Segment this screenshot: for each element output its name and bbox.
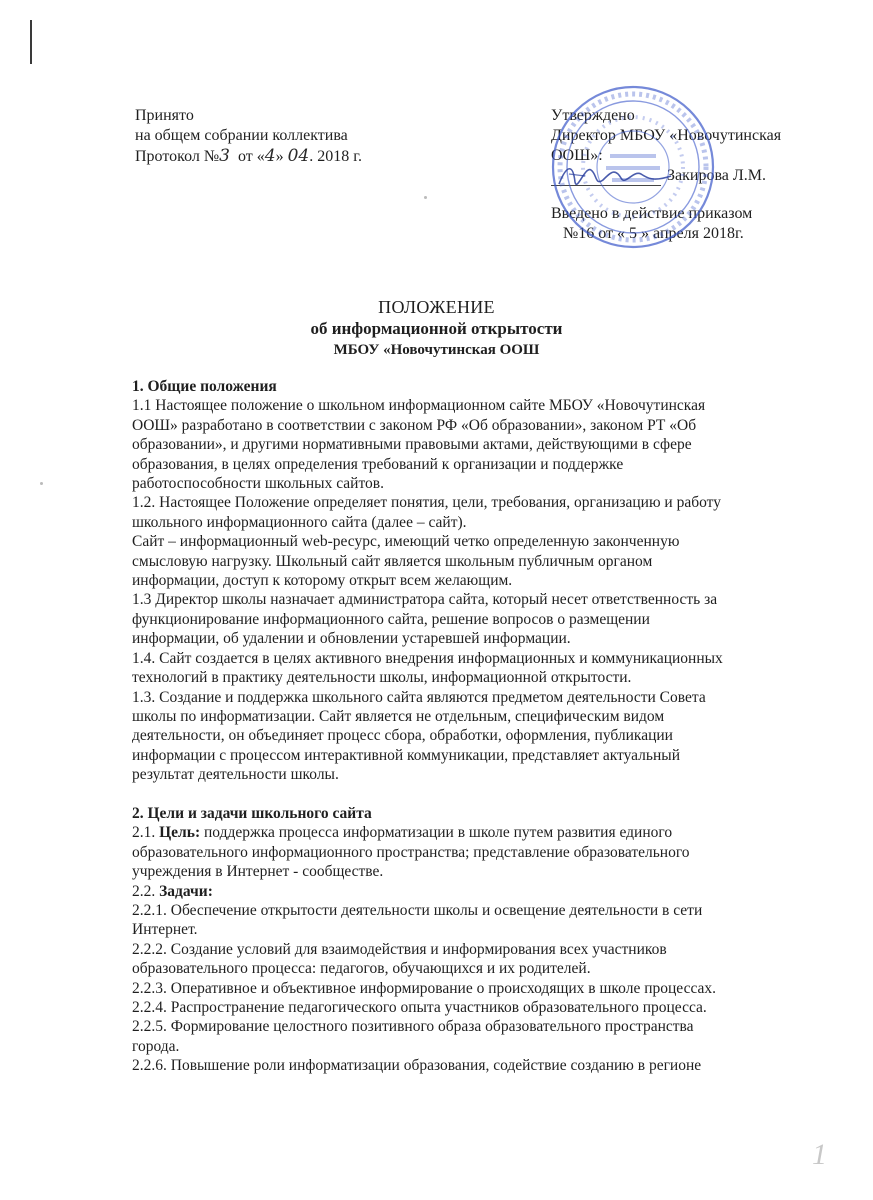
accepted-line2: на общем собрании коллектива (135, 127, 348, 144)
goal-text: поддержка процесса информатизации в школе путем развития единого (200, 824, 673, 842)
protocol-line (135, 146, 435, 167)
protocol-number: 3 (219, 146, 230, 166)
protocol-prefix: Протокол № (135, 148, 220, 165)
goal-prefix: 2.1. (132, 824, 160, 842)
task-line: 2.2.1. Обеспечение открытости деятельности школы и освещение деятельности в сети (132, 901, 703, 919)
task-line: Интернет. (132, 921, 198, 939)
tasks-prefix: 2.2. (132, 882, 160, 900)
title-line1: ПОЛОЖЕНИЕ (378, 297, 495, 317)
tasks-line (132, 882, 818, 901)
tasks-label: Задачи: (159, 882, 213, 900)
date-year: . 2018 г. (309, 148, 362, 165)
goal-continuation: образовательного информационного пространства; представление образовательного (132, 843, 690, 861)
section1-line: 1.4. Сайт создается в целях активного внедрения информационных и коммуникационных (132, 649, 723, 667)
task-line: 2.2.4. Распространение педагогического опыта участников образовательного процесса. (132, 998, 707, 1016)
section1-line: школы по информатизации. Сайт является не отдельным, специфическим видом (132, 707, 665, 725)
section1-line: Сайт – информационный web-ресурс, имеющий четко определенную законченную (132, 533, 680, 551)
signer-name: Закирова Л.М. (667, 167, 766, 184)
title-line3: МБОУ «Новочутинская ООШ (333, 342, 540, 358)
task-line: образовательного процесса: педагогов, обучающихся и их родителей. (132, 960, 591, 978)
approved-line1: Утверждено (551, 107, 635, 124)
section1-line: 1.1 Настоящее положение о школьном информационном сайте МБОУ «Новочутинская (132, 397, 706, 415)
section1-line: работоспособности школьных сайтов. (132, 475, 384, 493)
approved-line3: ООШ»: (551, 147, 603, 164)
section1-line: информации, об удалении и обновлении устаревшей информации. (132, 630, 571, 648)
section1-line: 1.3 Директор школы назначает администратора сайта, который несет ответственность за (132, 591, 718, 609)
task-line: 2.2.3. Оперативное и объективное информирование о происходящих в школе процессах. (132, 979, 717, 997)
date-month: 04 (287, 146, 310, 166)
section1-line: функционирование информационного сайта, решение вопросов о размещении (132, 610, 650, 628)
section1-heading: 1. Общие положения (132, 378, 277, 395)
document-body (132, 377, 818, 1076)
section1-line: информации, доступ к которому открыт всем желающим. (132, 572, 513, 590)
section1-line: результат деятельности школы. (132, 766, 339, 784)
approved-line6: №16 от « 5 » апреля 2018г. (563, 225, 744, 242)
section1-line: деятельности, он объединяет процесс сбора, обработки, оформления, публикации (132, 727, 673, 745)
task-line: 2.2.2. Создание условий для взаимодействия и информирования всех участников (132, 940, 667, 958)
signature-underline (551, 169, 661, 186)
scan-speck (40, 482, 43, 485)
section1-line: 1.3. Создание и поддержка школьного сайта являются предметом деятельности Совета (132, 688, 706, 706)
goal-line (132, 823, 818, 842)
section1-line: ООШ» разработано в соответствии с законом РФ «Об образовании», законом РТ «Об (132, 416, 697, 434)
section1-line: образовании», и другими нормативными правовыми актами, действующими в сфере (132, 436, 692, 454)
accepted-line1: Принято (135, 107, 194, 124)
signature-line (551, 166, 841, 186)
title-line2: об информационной открытости (310, 319, 563, 338)
task-line: города. (132, 1037, 180, 1055)
date-close: » (275, 148, 284, 165)
document-title (0, 296, 873, 360)
accepted-block (135, 106, 435, 167)
goal-label: Цель: (159, 824, 201, 842)
approved-block (551, 106, 841, 244)
page-number: 1 (812, 1138, 827, 1171)
scan-speck (424, 196, 427, 199)
task-line: 2.2.6. Повышение роли информатизации образования, содействие созданию в регионе (132, 1057, 702, 1075)
approved-line2: Директор МБОУ «Новочутинская (551, 127, 782, 144)
goal-continuation: учреждения в Интернет - сообществе. (132, 863, 384, 881)
section1-line: образования, в целях определения требований к организации и поддержке (132, 455, 624, 473)
section1-line: технологий в практику деятельности школы, информационной открытости. (132, 669, 632, 687)
section1-text (132, 396, 818, 784)
section2-heading: 2. Цели и задачи школьного сайта (132, 804, 372, 822)
date-day: 4 (264, 146, 276, 166)
task-line: 2.2.5. Формирование целостного позитивного образа образовательного пространства (132, 1018, 694, 1036)
section1-line: школьного информационного сайта (далее – сайт). (132, 513, 467, 531)
approved-line5: Введено в действие приказом (551, 205, 753, 222)
section1-line: смысловую нагрузку. Школьный сайт является школьным публичным органом (132, 552, 653, 570)
section1-line: 1.2. Настоящее Положение определяет понятия, цели, требования, организацию и работу (132, 494, 721, 512)
scan-edge-mark (30, 20, 32, 64)
section-gap (132, 785, 818, 804)
date-from: от « (237, 148, 265, 165)
section1-line: информации с процессом интерактивной коммуникации, представляет актуальный (132, 746, 680, 764)
